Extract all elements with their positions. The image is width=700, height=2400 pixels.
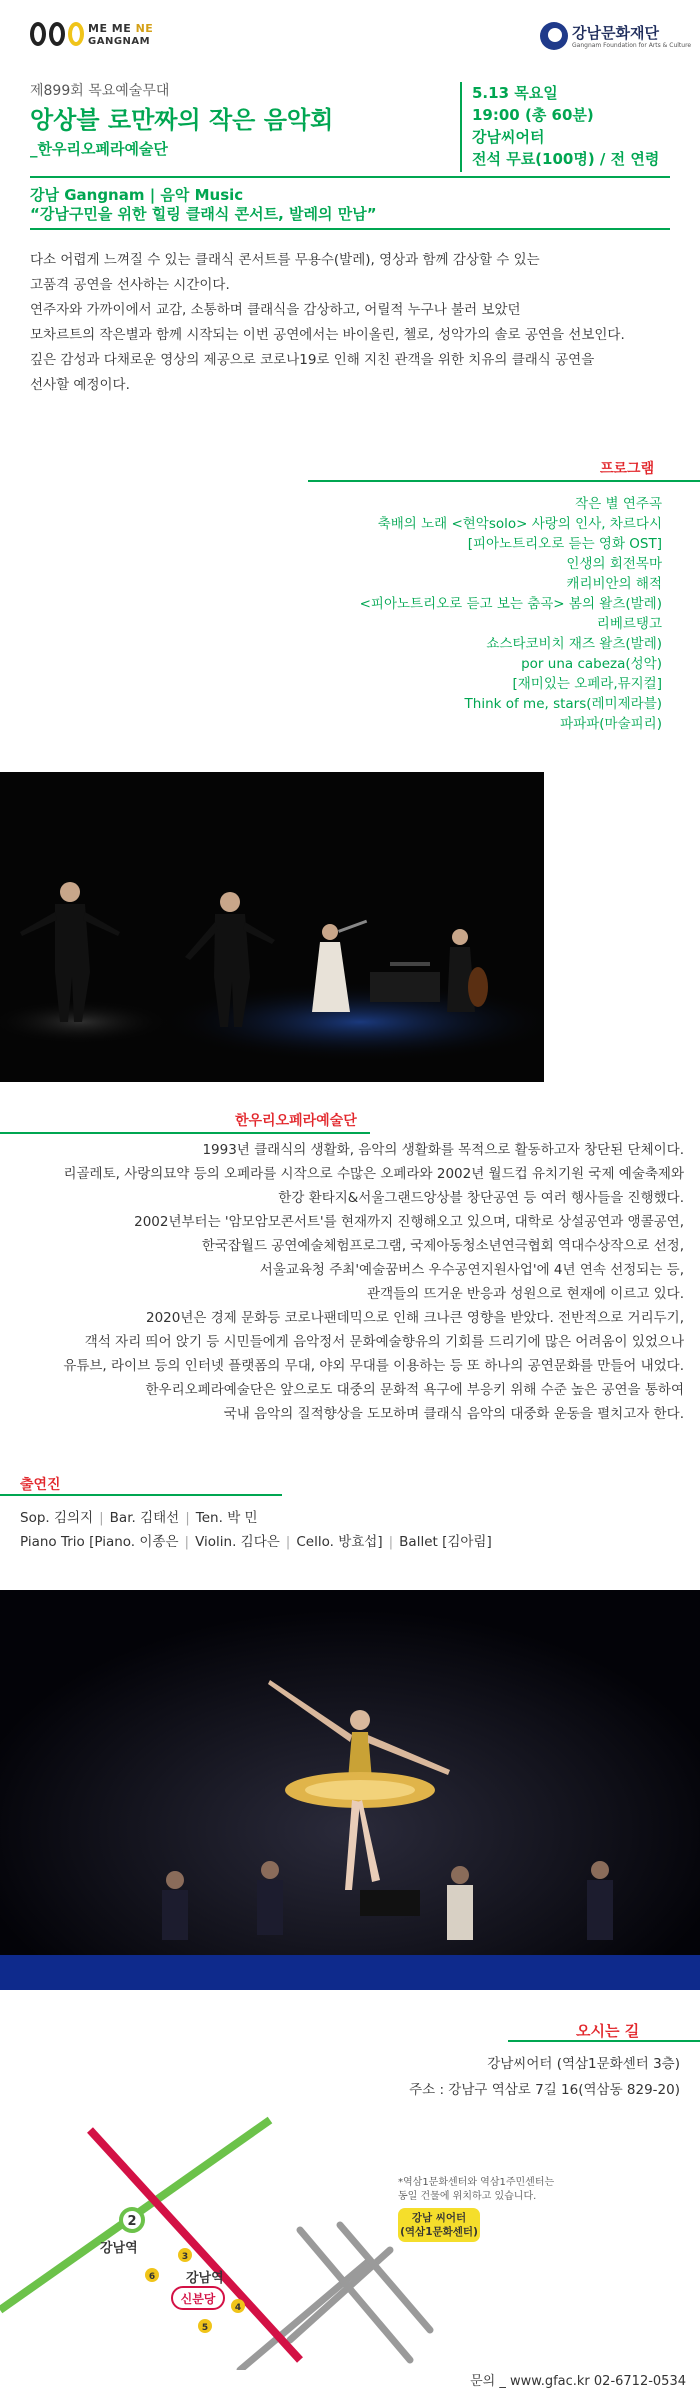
program-item: 쇼스타코비치 재즈 왈츠(발레) [486,636,662,652]
venue-tag-line: (역삼1문화센터) [400,2226,478,2238]
performers-heading: 출연진 [20,1477,61,1493]
event-info [472,82,659,170]
program-item: [피아노트리오로 듣는 영화 OST] [467,536,662,552]
map-note-line: 동일 건물에 위치하고 있습니다. [398,2191,537,2202]
performer: Ten. 박 민 [195,1510,258,1526]
logo-pin-icon [49,22,65,46]
program-item: <피아노트리오로 듣고 보는 춤곡> 봄의 왈츠(발레) [359,596,662,612]
event-time: 19:00 (총 60분) [472,106,594,124]
station-sinbundang: 신분당 [180,2292,216,2306]
program-item: 파파파(마술피리) [560,716,662,732]
program-item: [재미있는 오페라,뮤지컬] [512,676,662,692]
company-line: 관객들의 뜨거운 반응과 성원으로 현재에 이르고 있다. [367,1286,684,1302]
station-gangnam: 강남역 [186,2271,224,2286]
ballet-illustration [0,1590,700,1990]
map-illustration [0,2110,700,2370]
company-line: 1993년 클래식의 생활화, 음악의 생활화를 목적으로 활동하고자 창단된 단체이다. [202,1142,684,1158]
performer: Ballet [김아림] [399,1534,492,1550]
gangnam-foundation-logo [540,20,692,54]
map-note-line: *역삼1문화센터와 역삼1주민센터는 [398,2177,555,2188]
intro-line: 연주자와 가까이에서 교감, 소통하며 클래식을 감상하고, 어릴적 누구나 불러 보았던 [30,302,521,318]
venue-tag-line: 강남 씨어터 [411,2212,467,2224]
series-label: 제899회 목요예술무대 [30,83,170,99]
divider [0,1494,282,1496]
event-venue: 강남씨어터 [472,128,545,146]
event-admission: 전석 무료(100명) / 전 연령 [472,150,660,168]
performer: Cello. 방효섭] [296,1534,383,1550]
intro-line: 선사할 예정이다. [30,377,130,393]
logo-text-sub: GANGNAM [88,36,151,47]
program-item: 작은 별 연주곡 [575,496,662,512]
company-line: 유튜브, 라이브 등의 인터넷 플랫폼의 무대, 야외 무대를 이용하는 등 또 하나의 공연문화를 만들어 내었다. [63,1358,684,1374]
program-item: 리베르탱고 [596,616,662,632]
program-item: 축배의 노래 <현악solo> 사랑의 인사, 차르다시 [377,516,662,532]
venue-tag [398,2208,480,2242]
performer: Bar. 김태선 [109,1510,180,1526]
map-note [398,2176,554,2204]
stage-illustration [0,772,544,1082]
directions-heading: 오시는 길 [576,2022,640,2040]
event-subtitle: _한우리오페라예술단 [30,140,168,158]
logo-pin-icon [30,22,46,46]
divider [0,1132,370,1134]
performers-instrumental: Piano Trio [Piano. 이종은 | Violin. 김다은 | Cello. 방효섭] | Ballet [김아림] [20,1534,492,1550]
program-item: Think of me, stars(레미제라블) [464,696,662,712]
company-line: 2002년부터는 '암모암모콘서트'를 현재까지 진행해오고 있으며, 대학로 상설공연과 앵콜공연, [134,1214,684,1230]
company-heading: 한우리오페라예술단 [235,1113,357,1129]
program-item: por una cabeza(성악) [521,656,662,672]
venue-location: 강남씨어터 (역삼1문화센터 3층) [487,2056,680,2072]
divider [30,228,670,230]
location-map [0,2110,700,2370]
venue-address: 주소 : 강남구 역삼로 7길 16(역삼동 829-20) [409,2082,680,2098]
performer: Violin. 김다은 [195,1534,280,1550]
intro-line: 깊은 감성과 다채로운 영상의 제공으로 코로나19로 인해 지친 관객을 위한 치유의 클래식 공연을 [30,352,595,368]
company-line: 객석 자리 띄어 앉기 등 시민들에게 음악정서 문화예술향유의 기회를 드리기에 많은 어려움이 있었으나 [84,1334,684,1350]
company-line: 2020년은 경제 문화등 코로나팬데믹으로 인해 크나큰 영향을 받았다. 전반적으로 거리두기, [146,1310,684,1326]
company-line: 서울교육청 주최'예술꿈버스 우수공연지원사업'에 4년 연속 선정되는 등, [259,1262,684,1278]
performance-photo [0,772,544,1082]
event-concept: “강남구민을 위한 힐링 클래식 콘서트, 발레의 만남” [30,205,377,223]
program-item: 인생의 회전목마 [566,556,662,572]
event-title: 앙상블 로만짜의 작은 음악회 [30,106,334,134]
performer: Sop. 김의지 [20,1510,94,1526]
exit-number: 5 [201,2323,209,2333]
program-list [300,494,662,734]
performer: Piano Trio [Piano. 이종은 [20,1534,179,1550]
company-line: 한우리오페라예술단은 앞으로도 대중의 문화적 욕구에 부응키 위해 수준 높은 공연을 통하여 [145,1382,684,1398]
company-line: 리골레토, 사랑의묘약 등의 오페라를 시작으로 수많은 오페라와 2002년 월드컵 유치기원 국제 예술축제와 [63,1166,684,1182]
company-line: 국내 음악의 질적향상을 도모하며 클래식 음악의 대중화 운동을 펼치고자 한다. [223,1406,684,1422]
divider [308,480,700,482]
company-line: 한강 환타지&서울그랜드앙상블 창단공연 등 여러 행사들을 진행했다. [278,1190,684,1206]
station-gangnam-left: 강남역 [100,2241,138,2256]
event-date: 5.13 목요일 [472,84,558,102]
intro-text [30,248,670,398]
intro-line: 모차르트의 작은별과 함께 시작되는 이번 공연에서는 바이올린, 첼로, 성악가의 솔로 공연을 선보인다. [30,327,625,343]
contact-info: 문의 _ www.gfac.kr 02-6712-0534 [470,2374,686,2389]
line2-number: 2 [127,2214,137,2229]
logo-text: ME ME NE [88,22,154,35]
ballet-photo [0,1590,700,1990]
divider [30,176,670,178]
logo-pin-icon [68,22,84,46]
exit-number: 6 [148,2272,156,2282]
foundation-subname: Gangnam Foundation for Arts & Culture [572,42,692,49]
performers-vocal: Sop. 김의지 | Bar. 김태선 | Ten. 박 민 [20,1510,258,1526]
meme-gangnam-logo [30,22,160,52]
exit-number: 4 [234,2303,242,2313]
program-item: 캐리비안의 해적 [566,576,662,592]
program-heading: 프로그램 [600,461,655,477]
foundation-name: 강남문화재단 [572,24,659,42]
title-divider [460,82,462,172]
intro-line: 고품격 공연을 선사하는 시간이다. [30,277,230,293]
company-description [16,1138,684,1426]
divider [508,2040,700,2042]
company-line: 한국잡월드 공연예술체험프로그램, 국제아동청소년연극협회 역대수상작으로 선정, [201,1238,684,1254]
event-category: 강남 Gangnam | 음악 Music [30,186,244,204]
intro-line: 다소 어렵게 느껴질 수 있는 클래식 콘서트를 무용수(발레), 영상과 함께 감상할 수 있는 [30,252,540,268]
foundation-mark-icon [540,22,568,50]
exit-number: 3 [181,2252,189,2262]
